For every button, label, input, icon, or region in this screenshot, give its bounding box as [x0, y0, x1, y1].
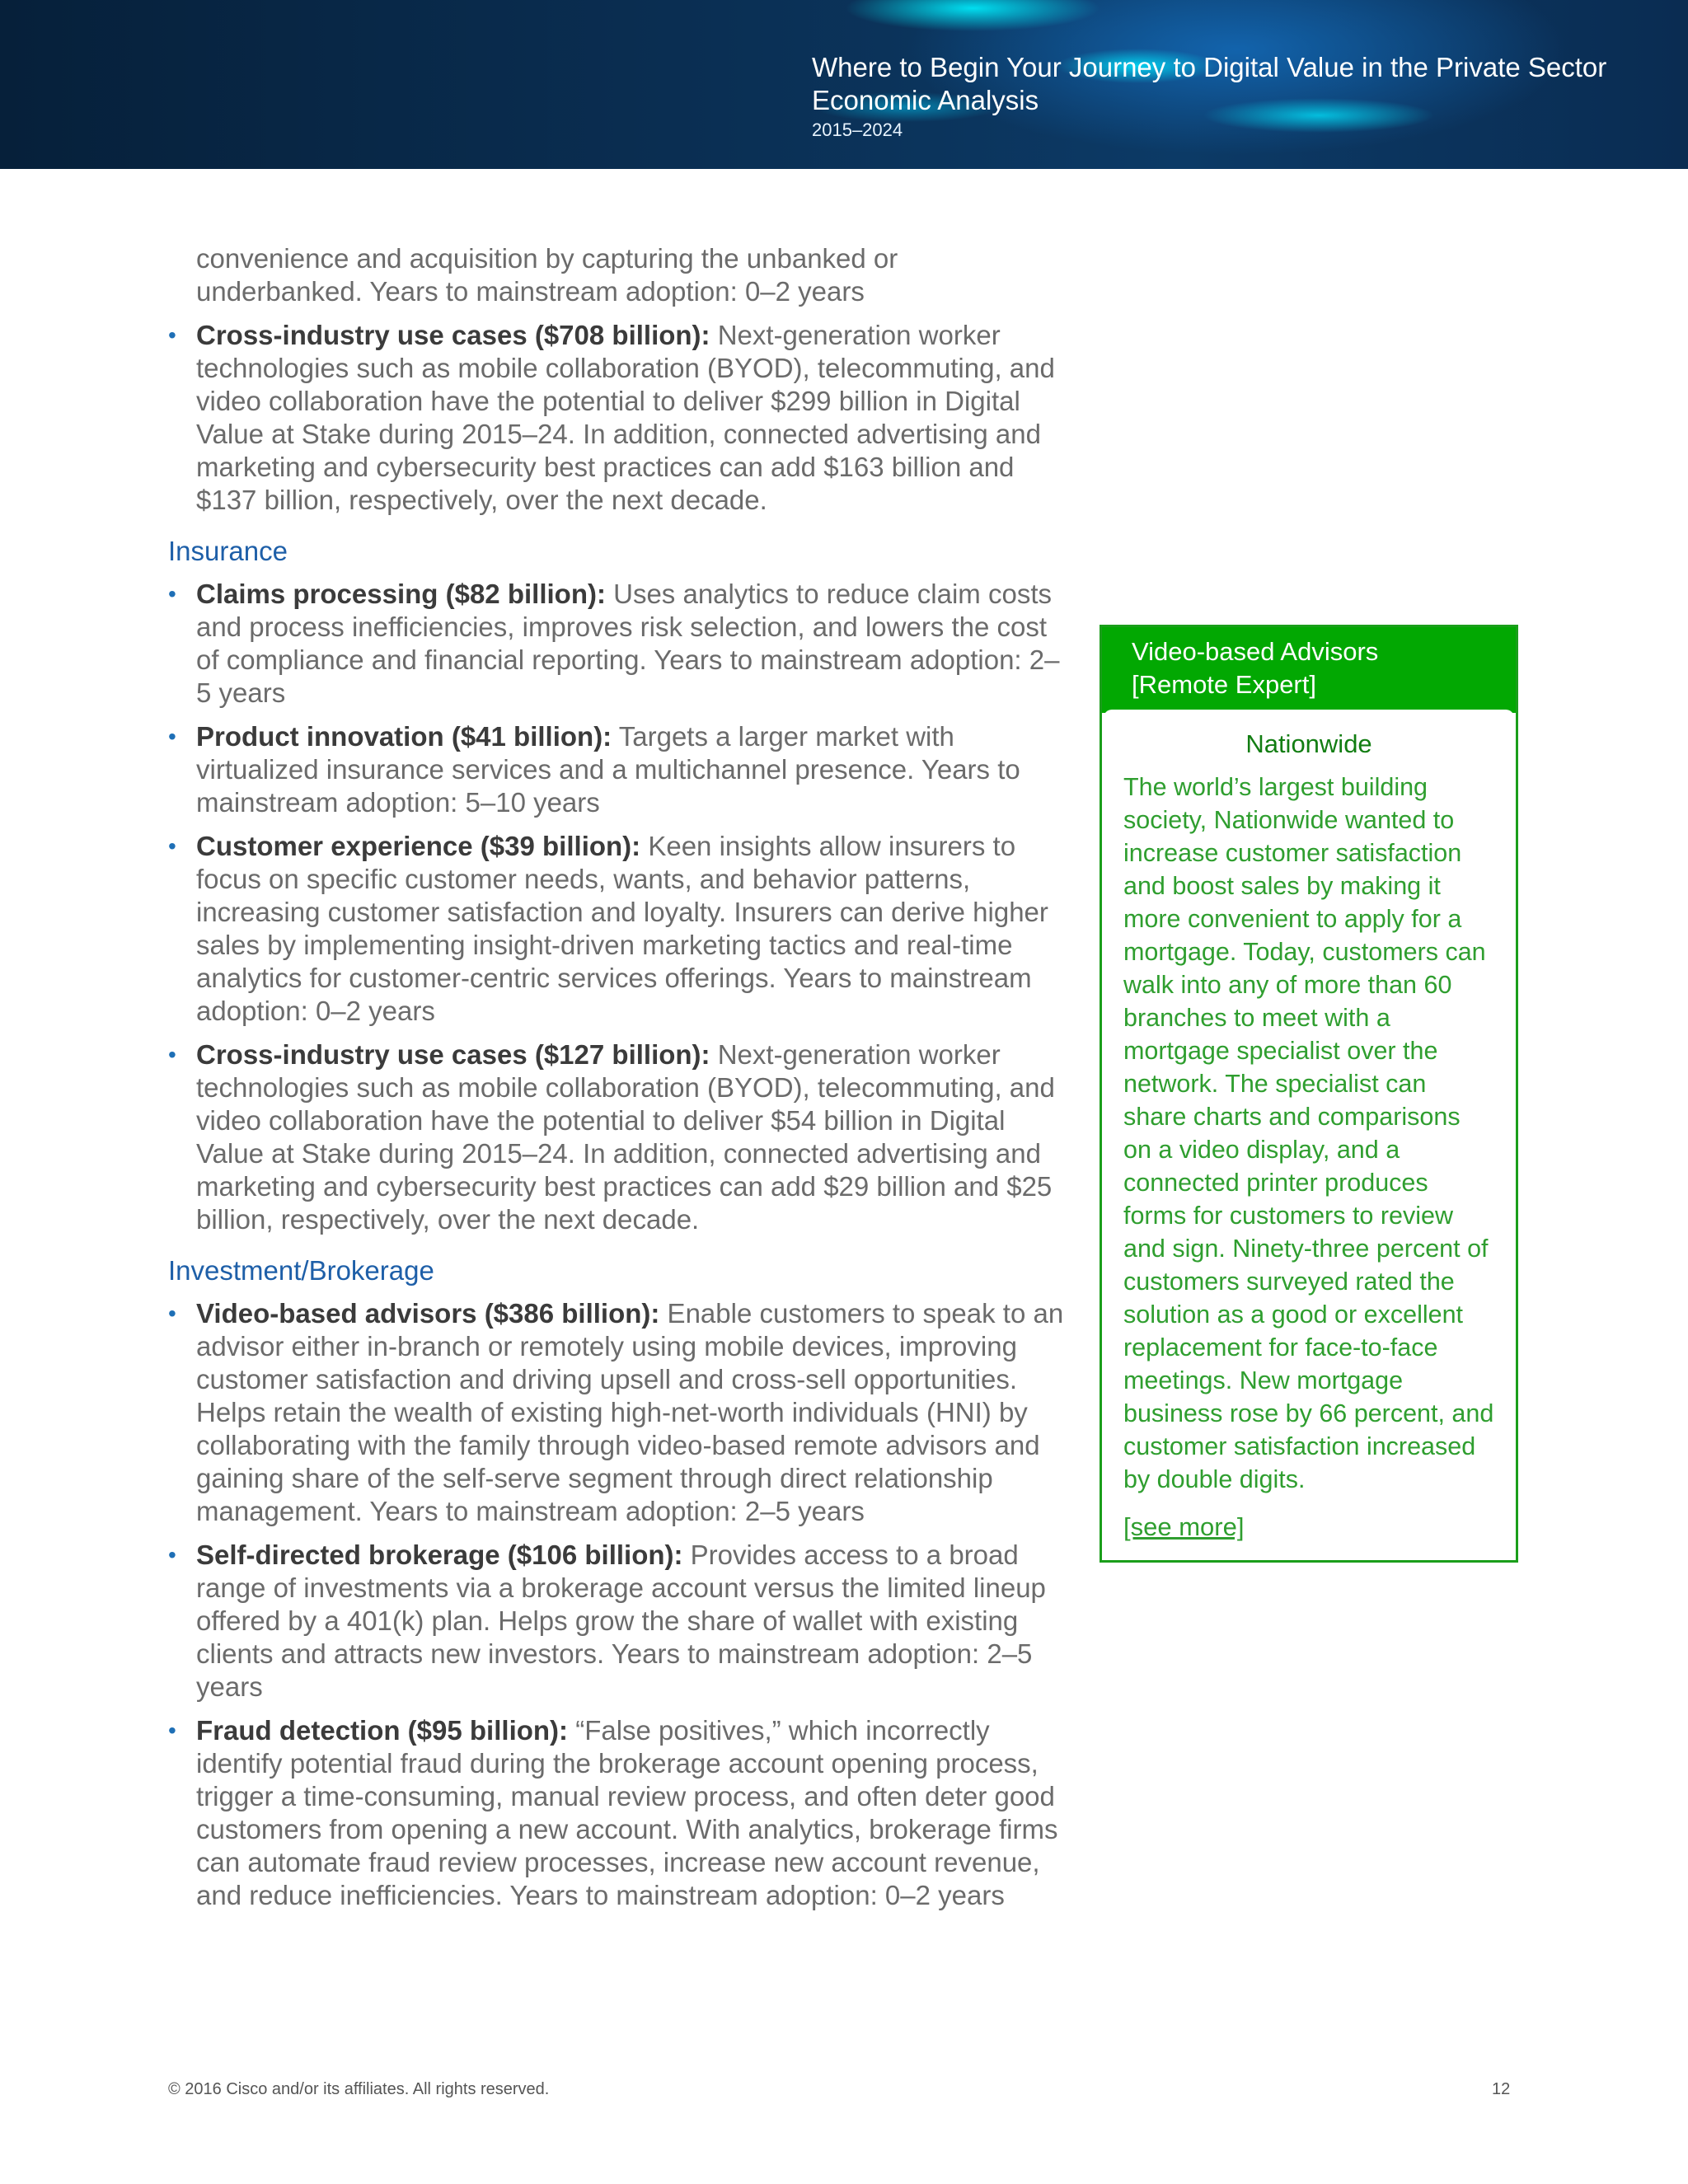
bullet-icon: •: [168, 1301, 176, 1326]
bullet-icon: •: [168, 1042, 176, 1067]
bullet-lead: Cross-industry use cases ($127 billion):: [196, 1039, 710, 1070]
bullet-icon: •: [168, 724, 176, 749]
bullet-lead: Claims processing ($82 billion):: [196, 579, 606, 609]
bullet-lead: Video-based advisors ($386 billion):: [196, 1298, 660, 1329]
header-banner: [0, 0, 1688, 169]
bullet-icon: •: [168, 322, 176, 348]
sidebar-header-line1: Video-based Advisors: [1132, 637, 1379, 666]
bullet-icon: •: [168, 581, 176, 607]
page-number: 12: [1492, 2080, 1511, 2098]
bullet-text: Uses analytics to reduce claim costs and process inefficiencies, improves risk selection, and lowers the cost of compliance and financial reporting. Years to mainstream adoption: 2–5 years: [196, 579, 1060, 708]
main-content: [168, 242, 1067, 1923]
sidebar-header-line2: [Remote Expert]: [1132, 670, 1316, 699]
bullet-text: Next-generation worker technologies such as mobile collaboration (BYOD), telecommuting, and video collaboration have the potential to deliver $299 billion in Digital Value at Stake during 2015–24. In addition, connected advertising and marketing and cybersecurity best practices can add $163 billion and $137 billion, respectively, over the next decade.: [196, 320, 1055, 515]
list-item: [168, 1714, 1067, 1912]
bullet-text: Keen insights allow insurers to focus on specific customer needs, wants, and behavior patterns, increasing customer satisfaction and loyalty. Insurers can derive higher sales by implementing insight-driven marketing tactics and real-time analytics for customer-centric services offerings. Years to mainstream adoption: 0–2 years: [196, 831, 1048, 1026]
top-bullet-list: [168, 319, 1067, 517]
list-item: [168, 1297, 1067, 1528]
list-item: [168, 578, 1067, 710]
bullet-text: Enable customers to speak to an advisor either in-branch or remotely using mobile devices, improving customer satisfaction and driving upsell and cross-sell opportunities. Helps retain the wealth of existing high-net-worth individuals (HNI) by collaborating with the family through video-based remote advisors and gaining share of the self-serve segment through direct relationship management. Years to mainstream adoption: 2–5 years: [196, 1298, 1064, 1526]
bullet-text: “False positives,” which incorrectly identify potential fraud during the brokerage account opening process, trigger a time-consuming, manual review process, and often deter good customers from opening a new account. With analytics, brokerage firms can automate fraud review processes, increase new account revenue, and reduce inefficiencies. Years to mainstream adoption: 0–2 years: [196, 1715, 1058, 1910]
document-title: Where to Begin Your Journey to Digital Value in the Private Sector: [812, 52, 1607, 82]
section-heading-insurance: Insurance: [168, 536, 288, 566]
bullet-lead: Customer experience ($39 billion):: [196, 831, 641, 861]
list-item: [168, 1539, 1067, 1704]
bullet-text: Provides access to a broad range of investments via a brokerage account versus the limited lineup offered by a 401(k) plan. Helps grow the share of wallet with existing clients and attracts new investors. Years to mainstream adoption: 2–5 years: [196, 1540, 1046, 1702]
sidebar-card: [1104, 710, 1514, 1558]
document-years: 2015–2024: [812, 120, 903, 140]
bullet-lead: Cross-industry use cases ($708 billion):: [196, 320, 710, 350]
sidebar-header: [1102, 627, 1516, 713]
see-more-link[interactable]: [see more]: [1123, 1512, 1245, 1541]
intro-paragraph: convenience and acquisition by capturing the unbanked or underbanked. Years to mainstream adoption: 0–2 years: [196, 243, 898, 307]
bullet-text: Targets a larger market with virtualized insurance services and a multichannel presence. Years to mainstream adoption: 5–10 years: [196, 721, 1020, 818]
bullet-lead: Fraud detection ($95 billion):: [196, 1715, 569, 1746]
investment-bullet-list: [168, 1297, 1067, 1912]
bullet-lead: Self-directed brokerage ($106 billion):: [196, 1540, 683, 1570]
case-study-sidebar: [1100, 625, 1518, 1563]
insurance-bullet-list: [168, 578, 1067, 1236]
footer-copyright: © 2016 Cisco and/or its affiliates. All rights reserved.: [168, 2080, 550, 2098]
sidebar-title: Nationwide: [1245, 729, 1372, 758]
bullet-text: Next-generation worker technologies such as mobile collaboration (BYOD), telecommuting, and video collaboration have the potential to deliver $54 billion in Digital Value at Stake during 2015–24. In addition, connected advertising and marketing and cybersecurity best practices can add $29 billion and $25 billion, respectively, over the next decade.: [196, 1039, 1055, 1235]
list-item: [168, 319, 1067, 517]
section-heading-investment: Investment/Brokerage: [168, 1255, 434, 1286]
bullet-icon: •: [168, 1718, 176, 1743]
bullet-lead: Product innovation ($41 billion):: [196, 721, 612, 752]
bullet-icon: •: [168, 833, 176, 859]
sidebar-body: The world’s largest building society, Nationwide wanted to increase customer satisfaction and boost sales by making it more convenient to apply for a mortgage. Today, customers can walk into any of more than 60 branches to meet with a mortgage specialist over the network. The specialist can share charts and comparisons on a video display, and a connected printer produces forms for customers to review and sign. Ninety-three percent of customers surveyed rated the solution as a good or excellent replacement for face-to-face meetings. New mortgage business rose by 66 percent, and customer satisfaction increased by double digits.: [1123, 773, 1494, 1493]
list-item: [168, 1038, 1067, 1236]
header-text: [812, 51, 1606, 142]
list-item: [168, 830, 1067, 1028]
bullet-icon: •: [168, 1542, 176, 1568]
document-subtitle: Economic Analysis: [812, 85, 1039, 115]
list-item: [168, 720, 1067, 819]
